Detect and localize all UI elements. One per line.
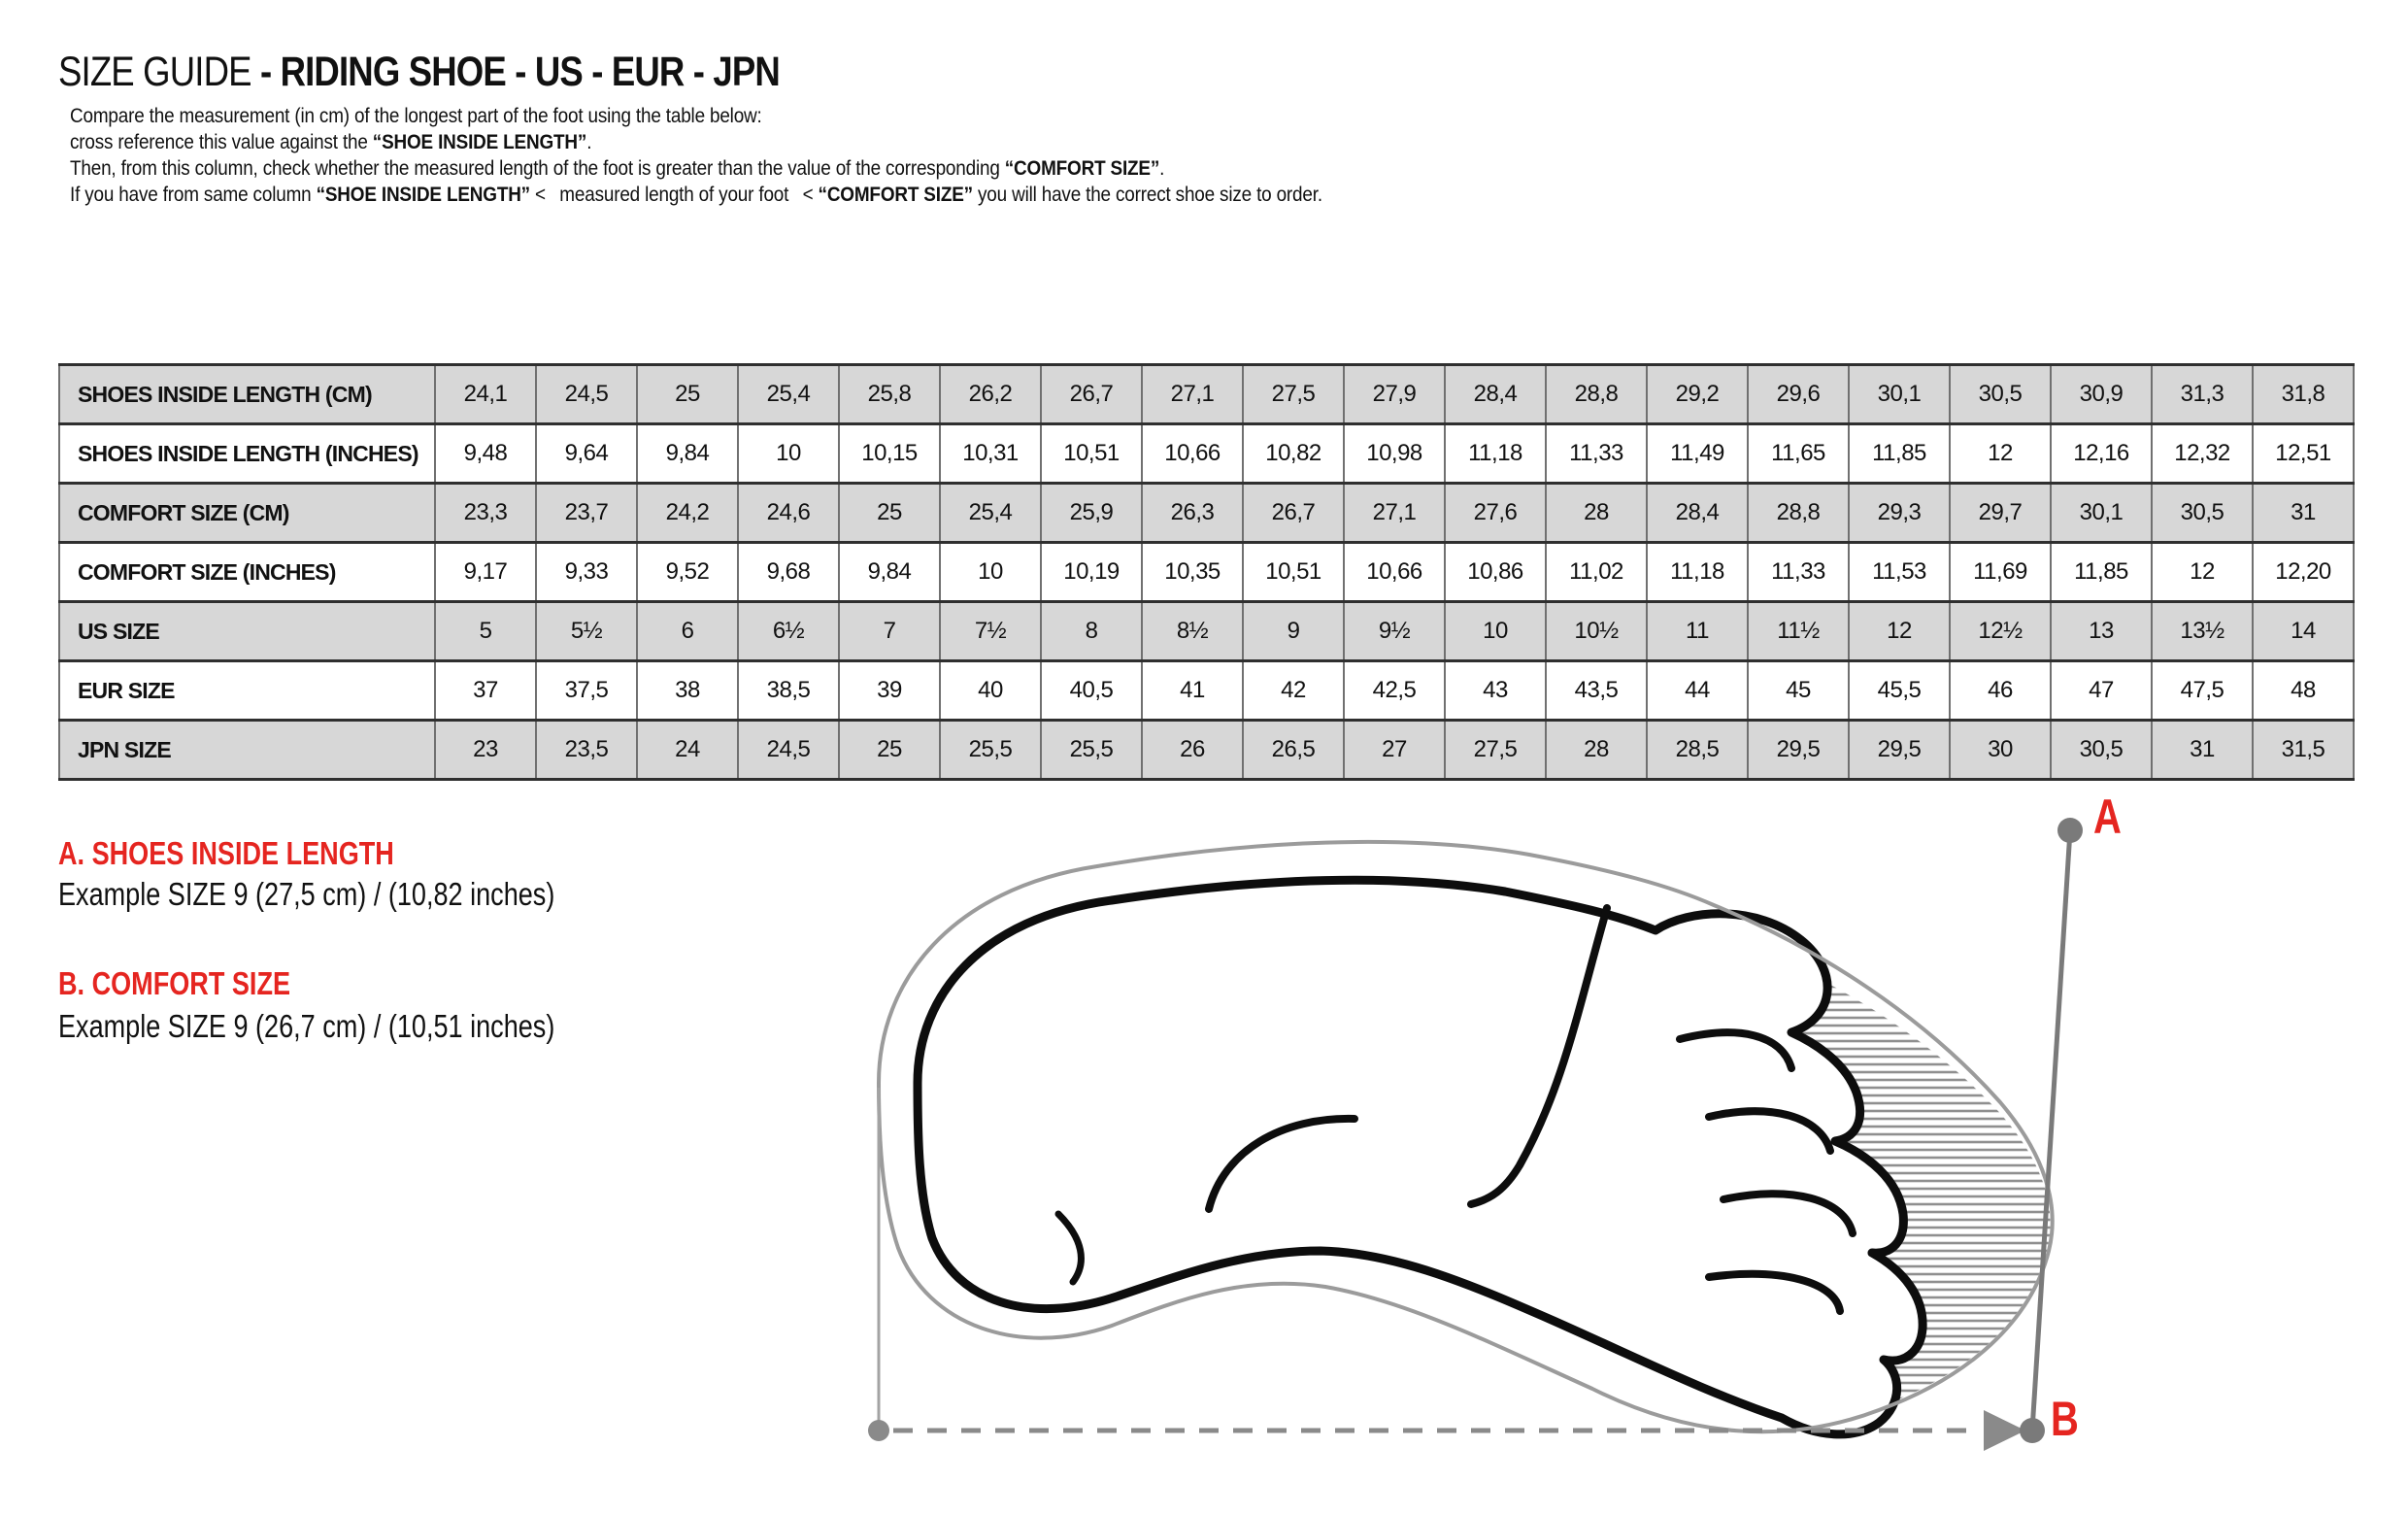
size-cell: 11,49 [1647,424,1748,484]
size-cell: 10,19 [1041,543,1142,602]
size-cell: 11,53 [1849,543,1950,602]
size-cell: 28 [1546,484,1647,543]
size-cell: 29,2 [1647,365,1748,424]
size-cell: 23,5 [536,721,637,780]
size-cell: 11,02 [1546,543,1647,602]
size-cell: 10,66 [1142,424,1243,484]
size-cell: 25,5 [940,721,1041,780]
size-cell: 27,5 [1445,721,1546,780]
size-cell: 11,18 [1647,543,1748,602]
size-cell: 31,5 [2253,721,2354,780]
size-cell: 42,5 [1344,661,1445,721]
size-cell: 30,5 [2152,484,2253,543]
size-cell: 30,5 [1950,365,2051,424]
heel-dot [868,1420,889,1441]
size-cell: 11,18 [1445,424,1546,484]
row-label: US SIZE [59,602,435,661]
size-cell: 10 [1445,602,1546,661]
size-cell: 10,15 [839,424,940,484]
table-row [59,365,2354,424]
size-cell: 9,52 [637,543,738,602]
size-cell: 25,5 [1041,721,1142,780]
size-cell: 26,5 [1243,721,1344,780]
size-cell: 12,32 [2152,424,2253,484]
size-cell: 31,3 [2152,365,2253,424]
size-cell: 13 [2051,602,2152,661]
size-cell: 9,84 [637,424,738,484]
size-cell: 9½ [1344,602,1445,661]
point-b-dot [2020,1418,2045,1443]
size-cell: 6 [637,602,738,661]
size-cell: 37,5 [536,661,637,721]
size-cell: 11½ [1748,602,1849,661]
size-cell: 25 [839,484,940,543]
table-row [59,721,2354,780]
page-title [58,49,780,96]
size-cell: 12½ [1950,602,2051,661]
size-cell: 10,31 [940,424,1041,484]
size-cell: 48 [2253,661,2354,721]
instruction-line-2: cross reference this value against the “SHOE INSIDE LENGTH”. [70,130,592,153]
size-cell: 10,51 [1243,543,1344,602]
legend-b-example: Example SIZE 9 (26,7 cm) / (10,51 inches) [58,1008,555,1044]
size-cell: 9,48 [435,424,536,484]
size-cell: 28,8 [1546,365,1647,424]
row-label: SHOES INSIDE LENGTH (INCHES) [59,424,435,484]
size-cell: 12 [2152,543,2253,602]
size-cell: 10,51 [1041,424,1142,484]
size-cell: 11,65 [1748,424,1849,484]
size-cell: 8½ [1142,602,1243,661]
instruction-line-1: Compare the measurement (in cm) of the longest part of the foot using the table below: [70,104,762,127]
instruction-line-4: If you have from same column “SHOE INSIDE LENGTH” < measured length of your foot < “COMFORT SIZE” you will have the correct shoe size to order. [70,183,1322,206]
table-row [59,424,2354,484]
foot-measurement-diagram [835,796,2136,1476]
size-cell: 10,86 [1445,543,1546,602]
row-label: EUR SIZE [59,661,435,721]
size-cell: 11,85 [2051,543,2152,602]
size-cell: 25,4 [738,365,839,424]
size-cell: 24,1 [435,365,536,424]
size-cell: 38,5 [738,661,839,721]
size-cell: 12,51 [2253,424,2354,484]
size-cell: 24,5 [536,365,637,424]
size-cell: 10,82 [1243,424,1344,484]
size-cell: 11,33 [1748,543,1849,602]
size-cell: 9,68 [738,543,839,602]
size-cell: 9 [1243,602,1344,661]
size-cell: 23,7 [536,484,637,543]
size-cell: 10 [940,543,1041,602]
size-conversion-table [58,363,2355,781]
arrowhead-icon [1984,1410,2025,1451]
row-label: JPN SIZE [59,721,435,780]
size-cell: 13½ [2152,602,2253,661]
size-cell: 10,66 [1344,543,1445,602]
size-cell: 5 [435,602,536,661]
size-cell: 27,6 [1445,484,1546,543]
size-cell: 9,33 [536,543,637,602]
size-cell: 41 [1142,661,1243,721]
size-cell: 7½ [940,602,1041,661]
size-cell: 27,1 [1344,484,1445,543]
size-cell: 12 [1950,424,2051,484]
size-cell: 45 [1748,661,1849,721]
legend-a-title: A. SHOES INSIDE LENGTH [58,835,394,871]
size-cell: 10,98 [1344,424,1445,484]
size-cell: 29,6 [1748,365,1849,424]
size-cell: 29,5 [1849,721,1950,780]
table-row [59,661,2354,721]
size-cell: 24,6 [738,484,839,543]
foot-outline [918,880,1923,1434]
size-cell: 31 [2253,484,2354,543]
size-cell: 40 [940,661,1041,721]
size-cell: 43 [1445,661,1546,721]
size-cell: 23 [435,721,536,780]
size-cell: 45,5 [1849,661,1950,721]
size-cell: 26,2 [940,365,1041,424]
size-cell: 46 [1950,661,2051,721]
size-cell: 30,5 [2051,721,2152,780]
size-cell: 42 [1243,661,1344,721]
size-cell: 38 [637,661,738,721]
point-a-dot [2057,818,2083,843]
title-regular-part: SIZE GUIDE [58,49,260,95]
size-cell: 10½ [1546,602,1647,661]
size-cell: 25,9 [1041,484,1142,543]
row-label: COMFORT SIZE (CM) [59,484,435,543]
size-cell: 30,1 [1849,365,1950,424]
size-cell: 39 [839,661,940,721]
size-cell: 23,3 [435,484,536,543]
size-cell: 11 [1647,602,1748,661]
size-cell: 24,2 [637,484,738,543]
row-label: SHOES INSIDE LENGTH (CM) [59,365,435,424]
size-cell: 9,64 [536,424,637,484]
size-cell: 8 [1041,602,1142,661]
size-cell: 7 [839,602,940,661]
size-cell: 44 [1647,661,1748,721]
size-cell: 40,5 [1041,661,1142,721]
size-cell: 24 [637,721,738,780]
size-cell: 11,69 [1950,543,2051,602]
size-cell: 31 [2152,721,2253,780]
size-cell: 28,4 [1445,365,1546,424]
size-cell: 14 [2253,602,2354,661]
size-cell: 37 [435,661,536,721]
size-cell: 28,5 [1647,721,1748,780]
size-cell: 30,9 [2051,365,2152,424]
table-row [59,543,2354,602]
size-cell: 29,3 [1849,484,1950,543]
size-cell: 12 [1849,602,1950,661]
size-cell: 47 [2051,661,2152,721]
size-cell: 28,8 [1748,484,1849,543]
size-cell: 47,5 [2152,661,2253,721]
legend-a-example: Example SIZE 9 (27,5 cm) / (10,82 inches) [58,876,555,912]
size-cell: 11,33 [1546,424,1647,484]
size-cell: 25 [839,721,940,780]
size-cell: 30,1 [2051,484,2152,543]
size-cell: 12,20 [2253,543,2354,602]
instructions-text [70,103,1322,208]
size-cell: 12,16 [2051,424,2152,484]
table-row [59,484,2354,543]
size-cell: 30 [1950,721,2051,780]
size-cell: 25 [637,365,738,424]
size-cell: 29,7 [1950,484,2051,543]
size-cell: 26,3 [1142,484,1243,543]
size-cell: 11,85 [1849,424,1950,484]
size-cell: 43,5 [1546,661,1647,721]
instruction-line-3: Then, from this column, check whether the measured length of the foot is greater than the value of the corresponding “COMFORT SIZE”. [70,156,1165,180]
size-cell: 27,5 [1243,365,1344,424]
size-cell: 9,84 [839,543,940,602]
size-cell: 27,9 [1344,365,1445,424]
size-cell: 10 [738,424,839,484]
size-cell: 28,4 [1647,484,1748,543]
length-a-line [2032,830,2070,1431]
table-row [59,602,2354,661]
size-cell: 31,8 [2253,365,2354,424]
row-label: COMFORT SIZE (INCHES) [59,543,435,602]
size-cell: 26 [1142,721,1243,780]
legend-b-title: B. COMFORT SIZE [58,965,291,1001]
size-cell: 27 [1344,721,1445,780]
size-cell: 6½ [738,602,839,661]
size-cell: 26,7 [1041,365,1142,424]
measure-label-b: B [2051,1392,2079,1446]
size-cell: 28 [1546,721,1647,780]
size-cell: 29,5 [1748,721,1849,780]
title-bold-part: - RIDING SHOE - US - EUR - JPN [259,49,780,95]
size-cell: 25,4 [940,484,1041,543]
size-cell: 26,7 [1243,484,1344,543]
measure-label-a: A [2093,790,2122,844]
size-cell: 9,17 [435,543,536,602]
size-cell: 24,5 [738,721,839,780]
size-cell: 27,1 [1142,365,1243,424]
size-cell: 10,35 [1142,543,1243,602]
size-cell: 25,8 [839,365,940,424]
size-cell: 5½ [536,602,637,661]
